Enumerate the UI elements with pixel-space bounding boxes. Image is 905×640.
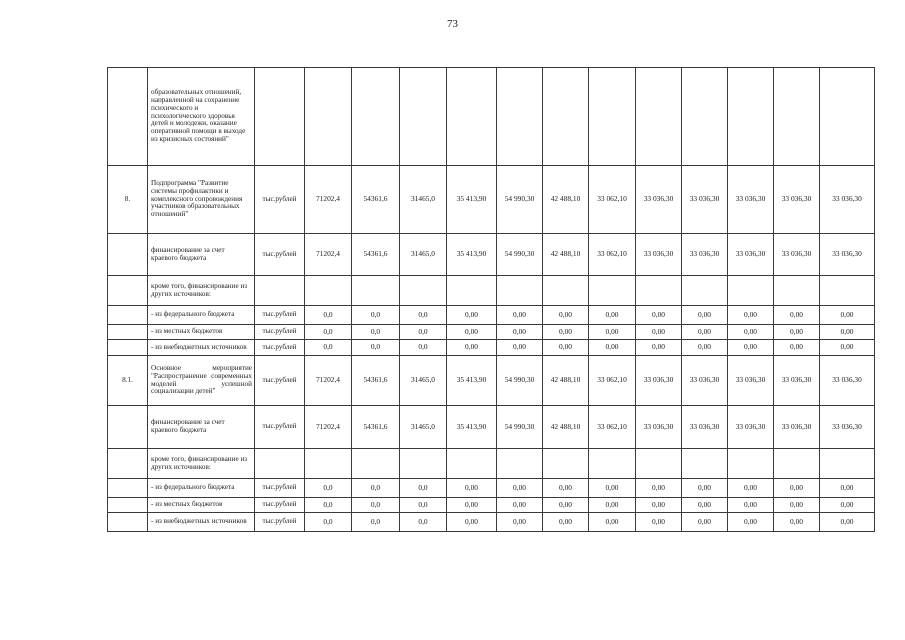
- value-cell: 33 036,30: [636, 166, 682, 234]
- row-number-cell: 8.: [108, 166, 148, 234]
- value-cell: 33 036,30: [682, 356, 728, 406]
- table-row: [108, 306, 875, 325]
- row-number-cell: [108, 68, 148, 166]
- row-description-cell: - из федерального бюджета: [148, 479, 255, 498]
- table-row: [108, 166, 875, 234]
- value-cell: [400, 68, 447, 166]
- value-cell: 33 036,30: [774, 234, 820, 276]
- value-cell: 0,00: [589, 479, 636, 498]
- value-cell: [682, 276, 728, 306]
- budget-table: [107, 67, 875, 532]
- value-cell: 71202,4: [305, 234, 352, 276]
- table-row: [108, 406, 875, 449]
- value-cell: 0,0: [305, 513, 352, 532]
- page-number: 73: [447, 18, 458, 30]
- value-cell: 0,00: [589, 340, 636, 356]
- row-unit-cell: тыс.рублей: [255, 340, 305, 356]
- row-description-cell: Подпрограмма "Развитие системы профилактики и комплексного сопровождения участников образовательных отношений": [148, 166, 255, 234]
- value-cell: [820, 276, 875, 306]
- value-cell: 0,00: [497, 325, 543, 340]
- value-cell: 42 488,10: [543, 166, 589, 234]
- value-cell: 0,00: [728, 513, 774, 532]
- row-description-cell: - из местных бюджетов: [148, 325, 255, 340]
- table-row: [108, 513, 875, 532]
- row-unit-cell: [255, 276, 305, 306]
- value-cell: 33 062,10: [589, 406, 636, 449]
- value-cell: 0,00: [774, 513, 820, 532]
- table-row: [108, 498, 875, 513]
- value-cell: 33 036,30: [774, 406, 820, 449]
- value-cell: [728, 276, 774, 306]
- value-cell: 33 036,30: [636, 234, 682, 276]
- value-cell: 0,00: [497, 498, 543, 513]
- value-cell: 71202,4: [305, 166, 352, 234]
- value-cell: [447, 449, 497, 479]
- value-cell: 33 062,10: [589, 234, 636, 276]
- value-cell: 33 036,30: [820, 406, 875, 449]
- value-cell: 0,00: [774, 306, 820, 325]
- table-row: [108, 449, 875, 479]
- value-cell: 0,00: [774, 340, 820, 356]
- row-description-cell: кроме того, финансирование из других источников:: [148, 276, 255, 306]
- value-cell: 54 990,30: [497, 234, 543, 276]
- value-cell: [497, 276, 543, 306]
- value-cell: 0,00: [682, 479, 728, 498]
- value-cell: 0,00: [447, 498, 497, 513]
- row-unit-cell: [255, 449, 305, 479]
- value-cell: 31465,0: [400, 234, 447, 276]
- value-cell: [636, 68, 682, 166]
- value-cell: 33 036,30: [636, 356, 682, 406]
- value-cell: [728, 449, 774, 479]
- row-description-cell: образовательных отношений, направленной на сохранение психического и психологического здоровья детей и молодежи, оказание оперативной помощи в выходе из кризисных состояний": [148, 68, 255, 166]
- value-cell: 0,00: [682, 306, 728, 325]
- value-cell: 0,00: [543, 498, 589, 513]
- value-cell: 0,0: [352, 306, 400, 325]
- value-cell: 31465,0: [400, 356, 447, 406]
- value-cell: 0,0: [400, 340, 447, 356]
- value-cell: 33 036,30: [728, 166, 774, 234]
- value-cell: 0,0: [400, 513, 447, 532]
- value-cell: [352, 449, 400, 479]
- value-cell: 42 488,10: [543, 356, 589, 406]
- value-cell: [820, 68, 875, 166]
- value-cell: 54 990,30: [497, 356, 543, 406]
- value-cell: 0,00: [636, 306, 682, 325]
- value-cell: 0,00: [497, 340, 543, 356]
- value-cell: 0,00: [447, 340, 497, 356]
- value-cell: [636, 276, 682, 306]
- row-unit-cell: тыс.рублей: [255, 166, 305, 234]
- value-cell: 71202,4: [305, 356, 352, 406]
- value-cell: 35 413,90: [447, 356, 497, 406]
- value-cell: 0,00: [497, 479, 543, 498]
- value-cell: 54361,6: [352, 356, 400, 406]
- value-cell: 54 990,30: [497, 406, 543, 449]
- value-cell: 0,0: [352, 513, 400, 532]
- value-cell: 0,00: [447, 479, 497, 498]
- value-cell: 54361,6: [352, 406, 400, 449]
- value-cell: 0,0: [400, 498, 447, 513]
- value-cell: 33 036,30: [774, 166, 820, 234]
- value-cell: 71202,4: [305, 406, 352, 449]
- value-cell: 0,00: [543, 325, 589, 340]
- value-cell: [305, 449, 352, 479]
- value-cell: 0,00: [447, 306, 497, 325]
- value-cell: 0,00: [589, 306, 636, 325]
- value-cell: [682, 449, 728, 479]
- row-unit-cell: [255, 68, 305, 166]
- row-description-cell: - из внебюджетных источников: [148, 340, 255, 356]
- value-cell: 0,00: [682, 498, 728, 513]
- value-cell: 0,00: [820, 340, 875, 356]
- value-cell: 0,00: [497, 513, 543, 532]
- value-cell: 0,00: [543, 479, 589, 498]
- value-cell: 0,0: [352, 479, 400, 498]
- row-description-cell: Основное мероприятие "Распространение современных моделей успешной социализации детей": [148, 356, 255, 406]
- value-cell: [305, 276, 352, 306]
- value-cell: 31465,0: [400, 406, 447, 449]
- value-cell: 0,00: [543, 306, 589, 325]
- value-cell: 33 036,30: [820, 356, 875, 406]
- row-number-cell: [108, 513, 148, 532]
- value-cell: 0,00: [543, 340, 589, 356]
- row-number-cell: [108, 234, 148, 276]
- table-row: [108, 356, 875, 406]
- value-cell: 0,00: [636, 340, 682, 356]
- value-cell: [447, 276, 497, 306]
- value-cell: 54361,6: [352, 166, 400, 234]
- value-cell: 33 036,30: [636, 406, 682, 449]
- value-cell: 0,00: [682, 325, 728, 340]
- table-row: [108, 325, 875, 340]
- value-cell: 0,00: [636, 498, 682, 513]
- row-description-cell: финансирование за счет краевого бюджета: [148, 406, 255, 449]
- row-unit-cell: тыс.рублей: [255, 498, 305, 513]
- row-number-cell: [108, 449, 148, 479]
- value-cell: 42 488,10: [543, 406, 589, 449]
- value-cell: 0,00: [774, 479, 820, 498]
- table-row: [108, 234, 875, 276]
- value-cell: 0,0: [400, 325, 447, 340]
- value-cell: 0,00: [728, 479, 774, 498]
- row-unit-cell: тыс.рублей: [255, 325, 305, 340]
- value-cell: 0,00: [820, 325, 875, 340]
- table-row: [108, 340, 875, 356]
- value-cell: 33 036,30: [728, 356, 774, 406]
- value-cell: 0,00: [497, 306, 543, 325]
- row-description-cell: - из внебюджетных источников: [148, 513, 255, 532]
- value-cell: 0,00: [820, 306, 875, 325]
- value-cell: 33 062,10: [589, 356, 636, 406]
- value-cell: 0,00: [774, 325, 820, 340]
- value-cell: [447, 68, 497, 166]
- value-cell: 33 036,30: [820, 234, 875, 276]
- value-cell: 0,0: [352, 325, 400, 340]
- value-cell: 0,00: [728, 340, 774, 356]
- row-unit-cell: тыс.рублей: [255, 406, 305, 449]
- value-cell: 54361,6: [352, 234, 400, 276]
- table-row: [108, 276, 875, 306]
- value-cell: 33 062,10: [589, 166, 636, 234]
- value-cell: 0,0: [352, 340, 400, 356]
- row-description-cell: - из местных бюджетов: [148, 498, 255, 513]
- value-cell: [400, 276, 447, 306]
- value-cell: [543, 449, 589, 479]
- value-cell: 0,0: [400, 479, 447, 498]
- value-cell: 0,00: [728, 325, 774, 340]
- row-number-cell: 8.1.: [108, 356, 148, 406]
- value-cell: 0,00: [636, 513, 682, 532]
- value-cell: [774, 276, 820, 306]
- value-cell: 0,00: [589, 498, 636, 513]
- value-cell: 0,00: [728, 306, 774, 325]
- value-cell: 0,00: [774, 498, 820, 513]
- value-cell: 0,00: [589, 325, 636, 340]
- row-description-cell: кроме того, финансирование из других источников:: [148, 449, 255, 479]
- value-cell: 0,0: [305, 479, 352, 498]
- value-cell: 0,00: [447, 325, 497, 340]
- value-cell: 0,00: [589, 513, 636, 532]
- row-number-cell: [108, 479, 148, 498]
- value-cell: [728, 68, 774, 166]
- value-cell: [497, 68, 543, 166]
- row-number-cell: [108, 340, 148, 356]
- value-cell: 0,0: [305, 325, 352, 340]
- value-cell: 54 990,30: [497, 166, 543, 234]
- value-cell: 0,00: [682, 513, 728, 532]
- row-number-cell: [108, 325, 148, 340]
- value-cell: [774, 449, 820, 479]
- value-cell: 0,0: [352, 498, 400, 513]
- row-description-cell: - из федерального бюджета: [148, 306, 255, 325]
- row-number-cell: [108, 306, 148, 325]
- value-cell: [682, 68, 728, 166]
- value-cell: 33 036,30: [820, 166, 875, 234]
- value-cell: 0,0: [305, 306, 352, 325]
- value-cell: [352, 68, 400, 166]
- value-cell: 31465,0: [400, 166, 447, 234]
- value-cell: 0,00: [636, 479, 682, 498]
- value-cell: 33 036,30: [682, 234, 728, 276]
- table-body: [108, 68, 875, 532]
- value-cell: 0,00: [728, 498, 774, 513]
- value-cell: [497, 449, 543, 479]
- value-cell: 33 036,30: [728, 406, 774, 449]
- value-cell: [352, 276, 400, 306]
- row-unit-cell: тыс.рублей: [255, 306, 305, 325]
- value-cell: 33 036,30: [682, 406, 728, 449]
- value-cell: 33 036,30: [774, 356, 820, 406]
- value-cell: 0,00: [636, 325, 682, 340]
- value-cell: [400, 449, 447, 479]
- value-cell: 0,00: [820, 479, 875, 498]
- value-cell: 35 413,90: [447, 166, 497, 234]
- value-cell: [589, 68, 636, 166]
- value-cell: [636, 449, 682, 479]
- value-cell: 0,00: [682, 340, 728, 356]
- value-cell: [543, 276, 589, 306]
- row-unit-cell: тыс.рублей: [255, 479, 305, 498]
- value-cell: 0,0: [305, 340, 352, 356]
- table-row: [108, 479, 875, 498]
- value-cell: [774, 68, 820, 166]
- row-number-cell: [108, 498, 148, 513]
- value-cell: [820, 449, 875, 479]
- row-number-cell: [108, 276, 148, 306]
- value-cell: 0,00: [543, 513, 589, 532]
- value-cell: 0,00: [447, 513, 497, 532]
- value-cell: [305, 68, 352, 166]
- value-cell: 0,0: [400, 306, 447, 325]
- value-cell: 33 036,30: [682, 166, 728, 234]
- value-cell: 33 036,30: [728, 234, 774, 276]
- value-cell: 35 413,90: [447, 406, 497, 449]
- table-row: [108, 68, 875, 166]
- value-cell: [589, 449, 636, 479]
- value-cell: 0,00: [820, 513, 875, 532]
- value-cell: 0,0: [305, 498, 352, 513]
- row-unit-cell: тыс.рублей: [255, 356, 305, 406]
- row-number-cell: [108, 406, 148, 449]
- row-unit-cell: тыс.рублей: [255, 234, 305, 276]
- value-cell: [589, 276, 636, 306]
- value-cell: 0,00: [820, 498, 875, 513]
- value-cell: 35 413,90: [447, 234, 497, 276]
- row-description-cell: финансирование за счет краевого бюджета: [148, 234, 255, 276]
- value-cell: 42 488,10: [543, 234, 589, 276]
- value-cell: [543, 68, 589, 166]
- row-unit-cell: тыс.рублей: [255, 513, 305, 532]
